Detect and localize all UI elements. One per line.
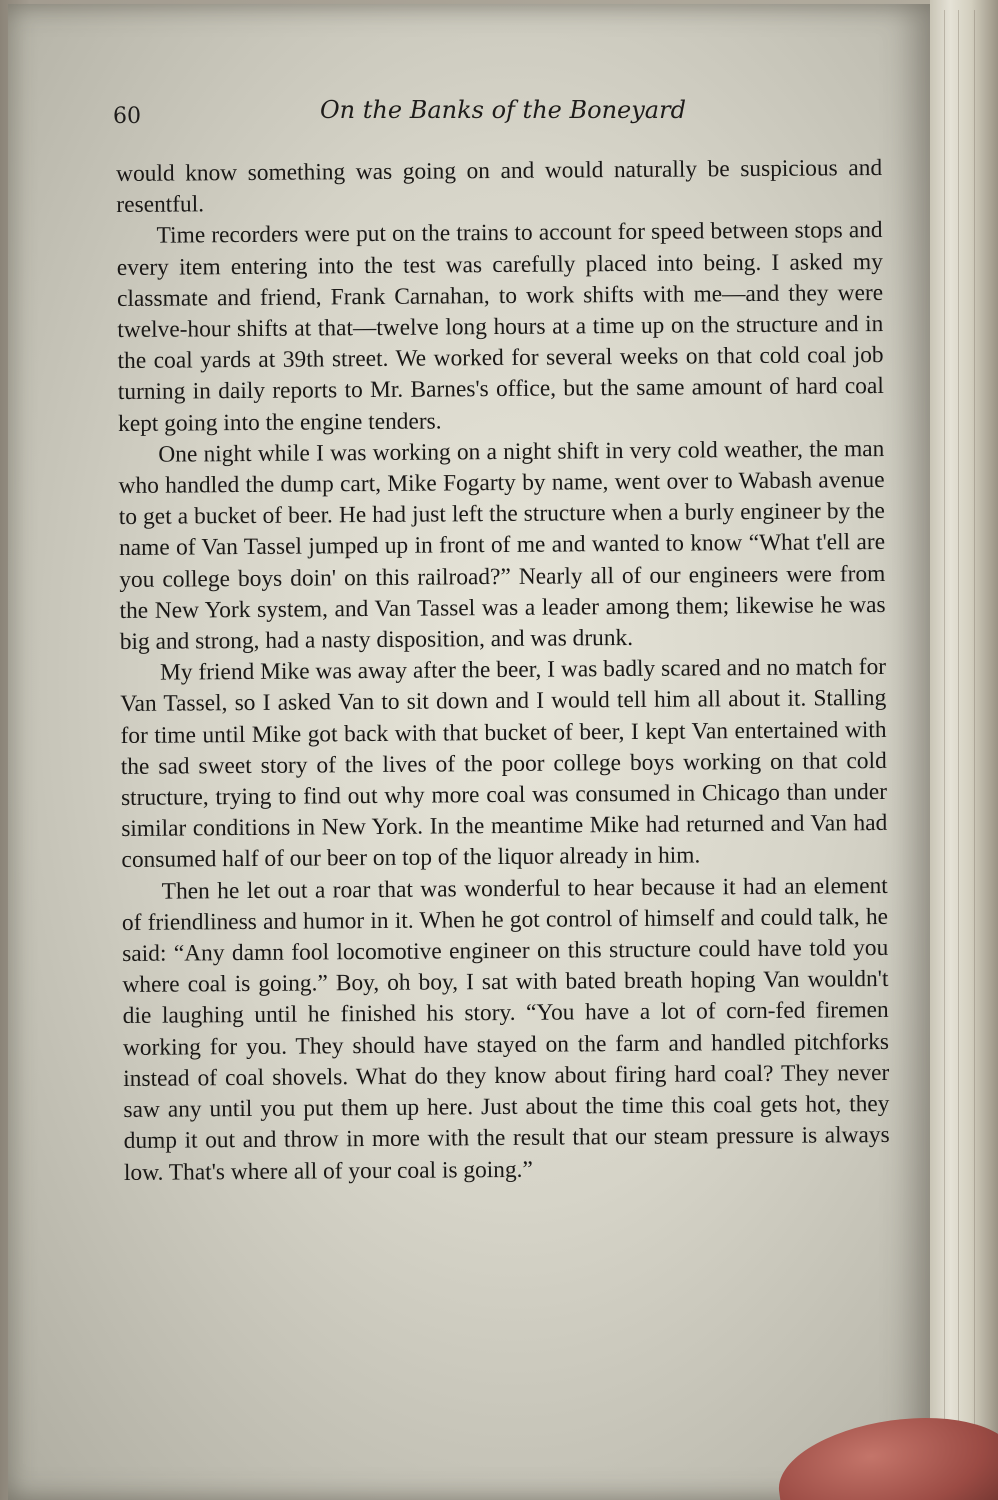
paragraph-continued: would know something was going on and would naturally be suspicious and resentful. bbox=[116, 154, 883, 219]
page-edge-stack bbox=[930, 0, 998, 1500]
book-page bbox=[8, 4, 930, 1500]
paragraph-roar: Then he let out a roar that was wonderful to hear because it had an element of friendliness and humor in it. When he got control of himself and could talk, he said: “Any damn fool locomotive engineer on this structure could have told you where coal is going.” Boy, oh boy, I sat with bated breath hoping Van wouldn't die laughing until he finished his story. “You have a lot of corn-fed firemen working for you. They should have stayed on the farm and handled pitchforks instead of coal shovels. What do they know about firing hard coal? They never saw any until you put them up here. Just about the time this coal gets hot, they dump it out and throw in more with the result that our steam pressure is always low. That's where all of your coal is going.” bbox=[121, 872, 890, 1186]
page-edge-line bbox=[944, 10, 945, 1490]
body-text bbox=[116, 153, 890, 1189]
page-number: 60 bbox=[113, 104, 141, 129]
running-title: On the Banks of the Boneyard bbox=[320, 96, 686, 124]
paragraph-time-recorders: Time recorders were put on the trains to account for speed between stops and every item entering into the test was carefully placed into being. I asked my classmate and friend, Frank Carnahan, to work shifts with me—and they were twelve-hour shifts at that—twelve long hours at a time up on the structure and in the coal yards at 39th street. We worked for several weeks on that cold coal job turning in daily reports to Mr. Barnes's office, but the same amount of hard coal kept going into the engine tenders. bbox=[116, 217, 884, 437]
page-edge-line bbox=[974, 10, 975, 1490]
paragraph-mike-away: My friend Mike was away after the beer, I was badly scared and no match for Van Tassel, so I asked Van to sit down and I would tell him all about it. Stalling for time until Mike got back with that bucket of beer, I kept Van entertained with the sad sweet story of the lives of the poor college boys working on that cold structure, trying to find out why more coal was consumed in Chicago than under similar conditions in New York. In the meantime Mike had returned and Van had consumed half of our beer on top of the liquor already in him. bbox=[120, 654, 888, 874]
paragraph-night-shift: One night while I was working on a night shift in very cold weather, the man who handled the dump cart, Mike Fogarty by name, went over to Wabash avenue to get a bucket of beer. He had just left the structure when a burly engineer by the name of Van Tassel jumped up in front of me and wanted to know “What t'ell are you college boys doin' on this railroad?” Nearly all of our engineers were from the New York system, and Van Tassel was a leader among them; likewise he was big and strong, had a nasty disposition, and was drunk. bbox=[118, 435, 886, 656]
page-edge-line bbox=[958, 10, 959, 1490]
page-header bbox=[113, 96, 913, 136]
